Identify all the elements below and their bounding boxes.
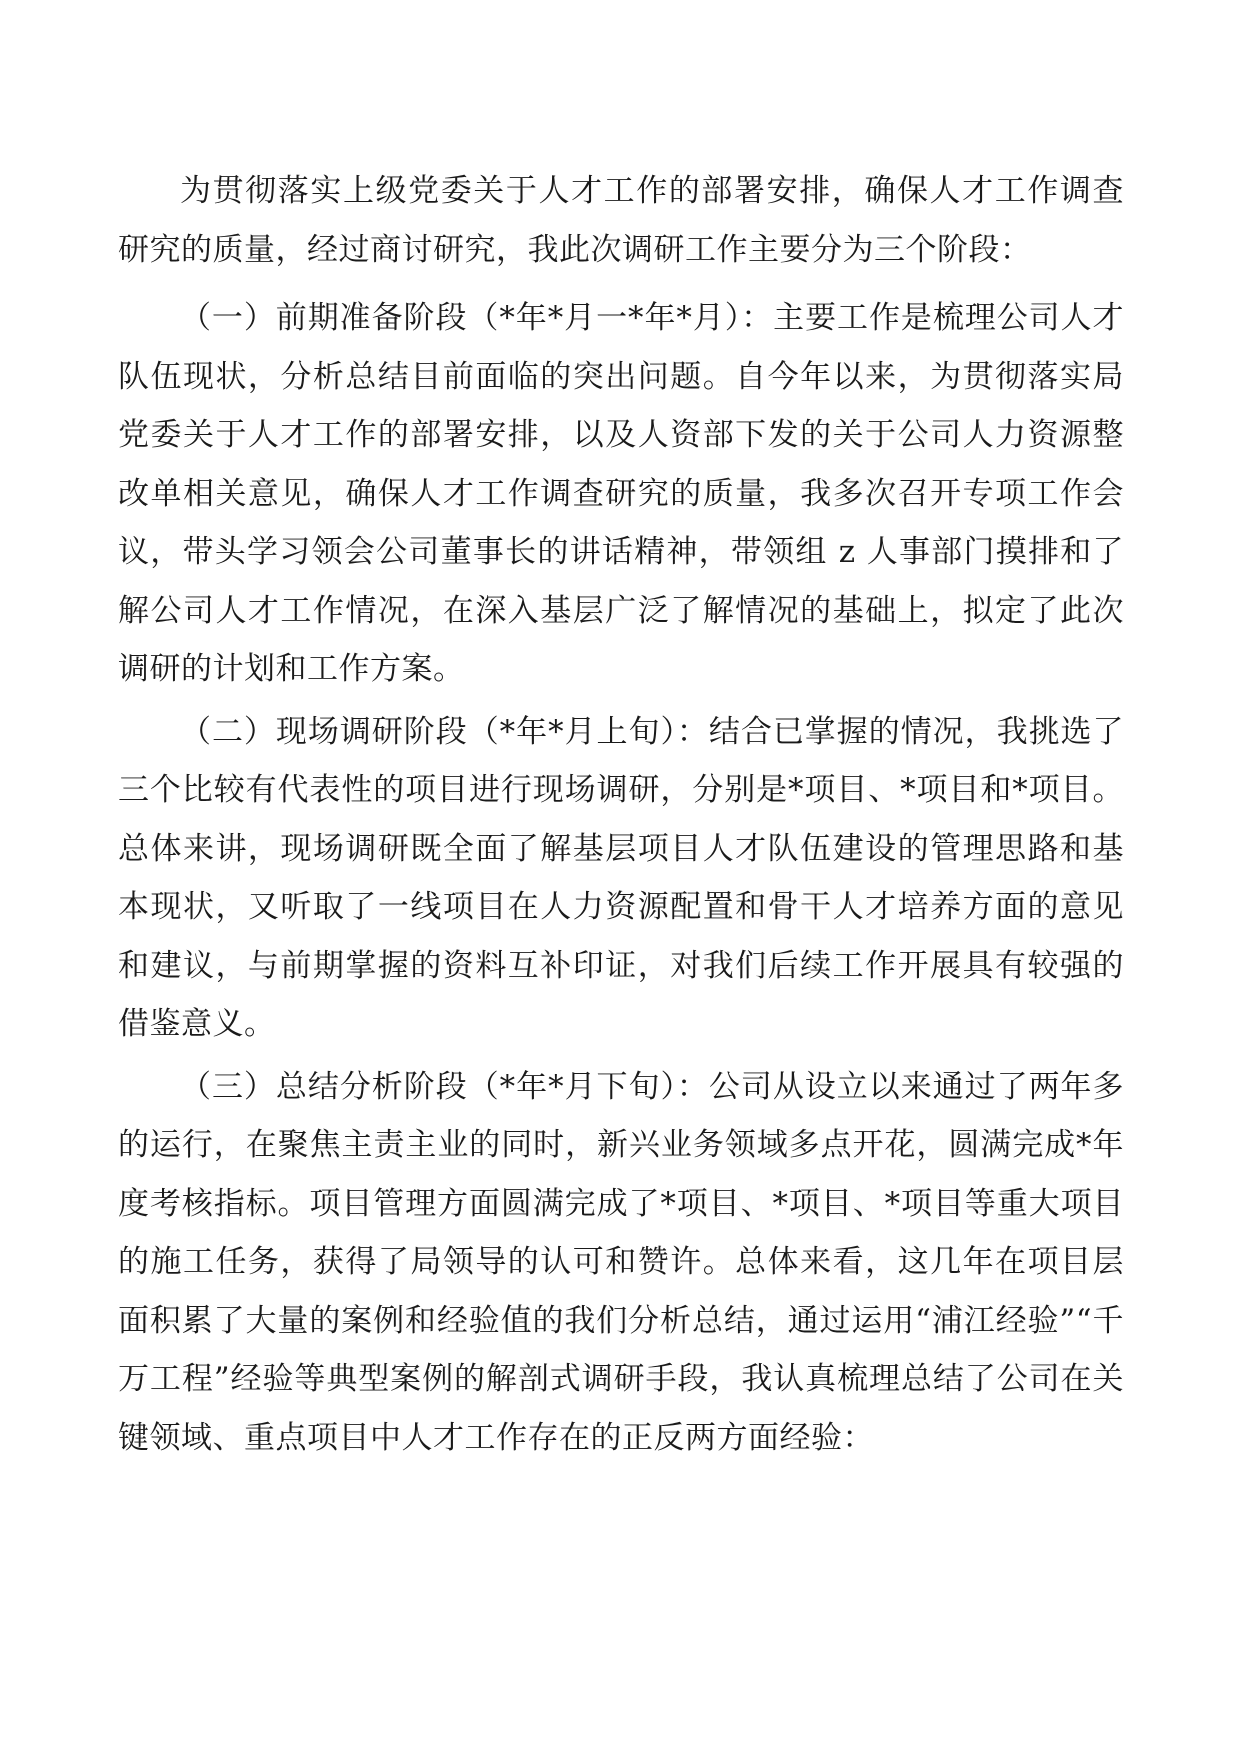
- stage-one-paragraph: （一）前期准备阶段（*年*月一*年*月）：主要工作是梳理公司人才队伍现状，分析总结目前面临的突出问题。自今年以来，为贯彻落实局党委关于人才工作的部署安排，以及人资部下发的关于公司人力资源整改单相关意见，确保人才工作调查研究的质量，我多次召开专项工作会议，带头学习领会公司董事长的讲话精神，带领组 z 人事部门摸排和了解公司人才工作情况，在深入基层广泛了解情况的基础上，拟定了此次调研的计划和工作方案。: [118, 300, 1124, 687]
- stage-three-paragraph: （三）总结分析阶段（*年*月下旬）：公司从设立以来通过了两年多的运行，在聚焦主责主业的同时，新兴业务领域多点开花，圆满完成*年度考核指标。项目管理方面圆满完成了*项目、*项目、*项目等重大项目的施工任务，获得了局领导的认可和赞许。总体来看，这几年在项目层面积累了大量的案例和经验值的我们分析总结，通过运用“浦江经验”“千万工程”经验等典型案例的解剖式调研手段，我认真梳理总结了公司在关键领域、重点项目中人才工作存在的正反两方面经验：: [118, 1068, 1124, 1456]
- document-body: [118, 162, 1124, 1471]
- stage-two-paragraph: （二）现场调研阶段（*年*月上旬）：结合已掌握的情况，我挑选了三个比较有代表性的项目进行现场调研，分别是*项目、*项目和*项目。总体来讲，现场调研既全面了解基层项目人才队伍建设的管理思路和基本现状，又听取了一线项目在人力资源配置和骨干人才培养方面的意见和建议，与前期掌握的资料互补印证，对我们后续工作开展具有较强的借鉴意义。: [118, 713, 1124, 1042]
- intro-paragraph: 为贯彻落实上级党委关于人才工作的部署安排，确保人才工作调查研究的质量，经过商讨研究，我此次调研工作主要分为三个阶段：: [118, 173, 1124, 268]
